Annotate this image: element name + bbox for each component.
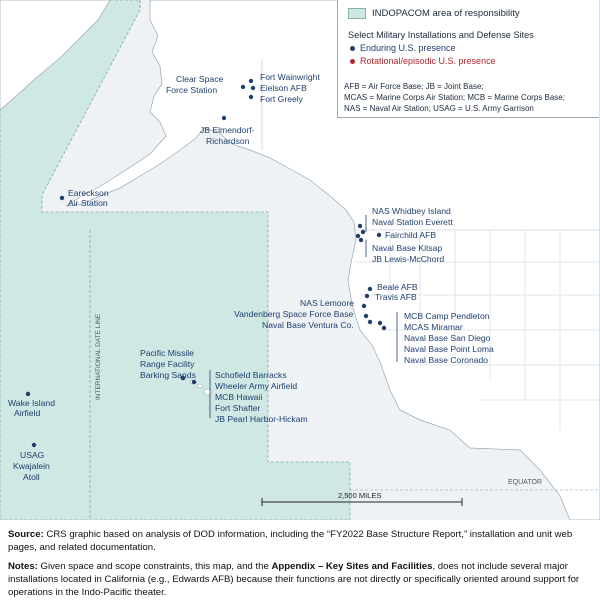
legend-abbrev-1: AFB = Air Force Base; JB = Joint Base; bbox=[344, 82, 484, 91]
label-coronado: Naval Base Coronado bbox=[404, 355, 489, 365]
label-pmrf-3: Barking Sands bbox=[140, 370, 196, 380]
site-dot-fairchild bbox=[377, 233, 381, 237]
label-everett: Naval Station Everett bbox=[372, 217, 453, 227]
site-dot-eareckson bbox=[60, 196, 64, 200]
enduring-dot-icon bbox=[350, 46, 355, 51]
source-text: CRS graphic based on analysis of DOD information, including the “FY2022 Base Structure Report,” installation and unit web pages, and related documentation. bbox=[8, 529, 573, 553]
legend-enduring-text: Enduring U.S. presence bbox=[360, 43, 456, 53]
label-lewis: JB Lewis-McChord bbox=[372, 254, 445, 264]
label-mcbhawaii: MCB Hawaii bbox=[215, 392, 263, 402]
label-greely: Fort Greely bbox=[260, 94, 303, 104]
legend-abbrev-2: MCAS = Marine Corps Air Station; MCB = Marine Corps Base; bbox=[344, 93, 565, 102]
legend bbox=[337, 0, 599, 118]
label-pointloma: Naval Base Point Loma bbox=[404, 344, 494, 354]
legend-rotational bbox=[350, 56, 496, 66]
label-pendleton: MCB Camp Pendleton bbox=[404, 311, 490, 321]
notes-label: Notes: bbox=[8, 561, 38, 572]
site-dot-oahu bbox=[192, 380, 196, 384]
site-dot-lemoore bbox=[362, 304, 366, 308]
notes-appendix: Appendix – Key Sites and Facilities bbox=[271, 561, 433, 572]
label-kwaj-1: USAG bbox=[20, 450, 45, 460]
site-dot-elmendorf bbox=[222, 116, 226, 120]
label-schofield: Schofield Barracks bbox=[215, 370, 287, 380]
label-pearl: JB Pearl Harbor-Hickam bbox=[215, 414, 308, 424]
site-dot-sandiego bbox=[382, 326, 386, 330]
date-line-label: INTERNATIONAL DATE LINE bbox=[95, 313, 102, 400]
label-wake-2: Airfield bbox=[14, 408, 41, 418]
site-dot-lewis bbox=[359, 238, 363, 242]
legend-heading: Select Military Installations and Defense Sites bbox=[348, 30, 534, 40]
site-dot-greely bbox=[249, 95, 253, 99]
site-dot-vandenberg bbox=[364, 314, 368, 318]
label-eielson: Eielson AFB bbox=[260, 83, 307, 93]
notes-text-1: Given space and scope constraints, this map, and the bbox=[37, 561, 272, 572]
label-kwaj-2: Kwajalein bbox=[13, 461, 50, 471]
label-pmrf-2: Range Facility bbox=[140, 359, 195, 369]
notes-text-2: , does not include several major installations located in California (e.g., Edwards AFB) because their functions are not directly or specifically oriented around support for operations in the Indo-Pacific theater. bbox=[8, 561, 580, 598]
notes bbox=[8, 560, 592, 599]
site-dot-clear bbox=[241, 85, 245, 89]
label-clear-2: Force Station bbox=[166, 85, 218, 95]
legend-rotational-text: Rotational/episodic U.S. presence bbox=[360, 56, 496, 66]
label-whidbey: NAS Whidbey Island bbox=[372, 206, 451, 216]
label-elmendorf-2: Richardson bbox=[206, 136, 250, 146]
label-eareckson-1: Eareckson bbox=[68, 188, 109, 198]
site-dot-eielson bbox=[251, 86, 255, 90]
site-dot-wainwright bbox=[249, 79, 253, 83]
label-sandiego: Naval Base San Diego bbox=[404, 333, 491, 343]
site-dot-whidbey bbox=[358, 224, 362, 228]
label-eareckson-2: Air Station bbox=[68, 198, 108, 208]
label-wake-1: Wake Island bbox=[8, 398, 55, 408]
label-wainwright: Fort Wainwright bbox=[260, 72, 320, 82]
label-kwaj-3: Atoll bbox=[23, 472, 40, 482]
source-note bbox=[8, 528, 592, 554]
label-travis: Travis AFB bbox=[375, 292, 417, 302]
source-label: Source: bbox=[8, 529, 44, 540]
site-dot-kitsap bbox=[356, 234, 360, 238]
site-dot-beale bbox=[368, 287, 372, 291]
site-dot-travis bbox=[365, 294, 369, 298]
equator-label: EQUATOR bbox=[508, 479, 542, 486]
label-miramar: MCAS Miramar bbox=[404, 322, 463, 332]
legend-enduring bbox=[350, 43, 456, 53]
label-elmendorf-1: JB Elmendorf- bbox=[200, 125, 255, 135]
rotational-dot-icon bbox=[350, 59, 355, 64]
site-dot-wake bbox=[26, 392, 30, 396]
label-pmrf-1: Pacific Missile bbox=[140, 348, 194, 358]
site-dot-ventura bbox=[368, 320, 372, 324]
site-dot-everett bbox=[361, 230, 365, 234]
label-beale: Beale AFB bbox=[377, 282, 418, 292]
label-vandenberg: Vandenberg Space Force Base bbox=[234, 309, 354, 319]
legend-aor-label: INDOPACOM area of responsibility bbox=[372, 8, 520, 19]
label-shafter: Fort Shafter bbox=[215, 403, 261, 413]
aor-swatch bbox=[348, 8, 366, 19]
label-wheeler: Wheeler Army Airfield bbox=[215, 381, 298, 391]
label-kitsap: Naval Base Kitsap bbox=[372, 243, 443, 253]
label-ventura: Naval Base Ventura Co. bbox=[262, 320, 354, 330]
legend-abbrev-3: NAS = Naval Air Station; USAG = U.S. Army Garrison bbox=[344, 104, 534, 113]
label-clear-1: Clear Space bbox=[176, 74, 224, 84]
site-dot-pendleton bbox=[378, 321, 382, 325]
label-lemoore: NAS Lemoore bbox=[300, 298, 354, 308]
label-fairchild: Fairchild AFB bbox=[385, 230, 437, 240]
site-dot-kwajalein bbox=[32, 443, 36, 447]
scale-label: 2,500 MILES bbox=[338, 491, 382, 500]
